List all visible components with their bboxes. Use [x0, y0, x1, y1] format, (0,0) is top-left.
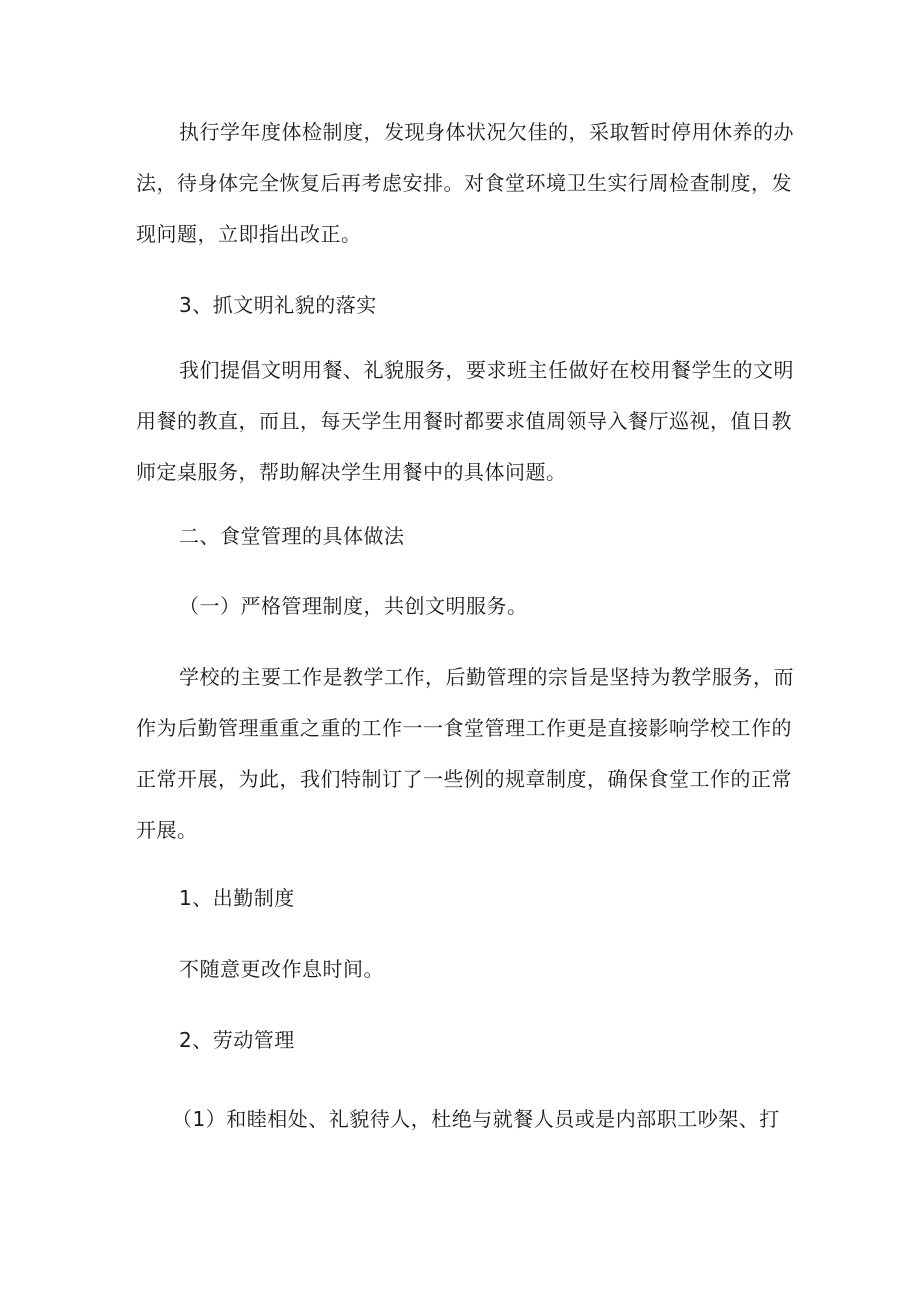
heading-text: 3、抓文明礼貌的落实 — [179, 293, 377, 317]
paragraph-line: 用餐的教直，而且，每天学生用餐时都要求值周领导入餐厅巡视，值日教 — [136, 409, 792, 433]
paragraph-line: 师定桌服务，帮助解决学生用餐中的具体问题。 — [136, 460, 567, 484]
paragraph-line: 学校的主要工作是教学工作，后勤管理的宗旨是坚持为教学服务，而 — [179, 665, 794, 689]
paragraph-line: （1）和睦相处、礼貌待人，杜绝与就餐人员或是内部职工吵架、打 — [172, 1107, 780, 1131]
paragraph-line: 正常开展，为此，我们特制订了一些例的规章制度，确保食堂工作的正常 — [136, 767, 792, 791]
paragraph-line: 作为后勤管理重重之重的工作一一食堂管理工作更是直接影响学校工作的 — [136, 716, 792, 740]
heading-text: 2、劳动管理 — [179, 1028, 295, 1052]
paragraph-line: 不随意更改作息时间。 — [179, 957, 384, 981]
section-heading-text: 二、食堂管理的具体做法 — [179, 524, 405, 548]
paragraph-line: 现问题，立即指出改正。 — [136, 222, 362, 246]
heading-text: 1、出勤制度 — [179, 886, 295, 910]
paragraph-line: 法，待身体完全恢复后再考虑安排。对食堂环境卫生实行周检查制度，发 — [136, 171, 792, 195]
paragraph-line: 我们提倡文明用餐、礼貌服务，要求班主任做好在校用餐学生的文明 — [179, 358, 794, 382]
subsection-heading-text: （一）严格管理制度，共创文明服务。 — [179, 594, 528, 618]
paragraph-line: 开展。 — [136, 818, 198, 842]
paragraph-line: 执行学年度体检制度，发现身体状况欠佳的，采取暂时停用休养的办 — [179, 120, 794, 144]
